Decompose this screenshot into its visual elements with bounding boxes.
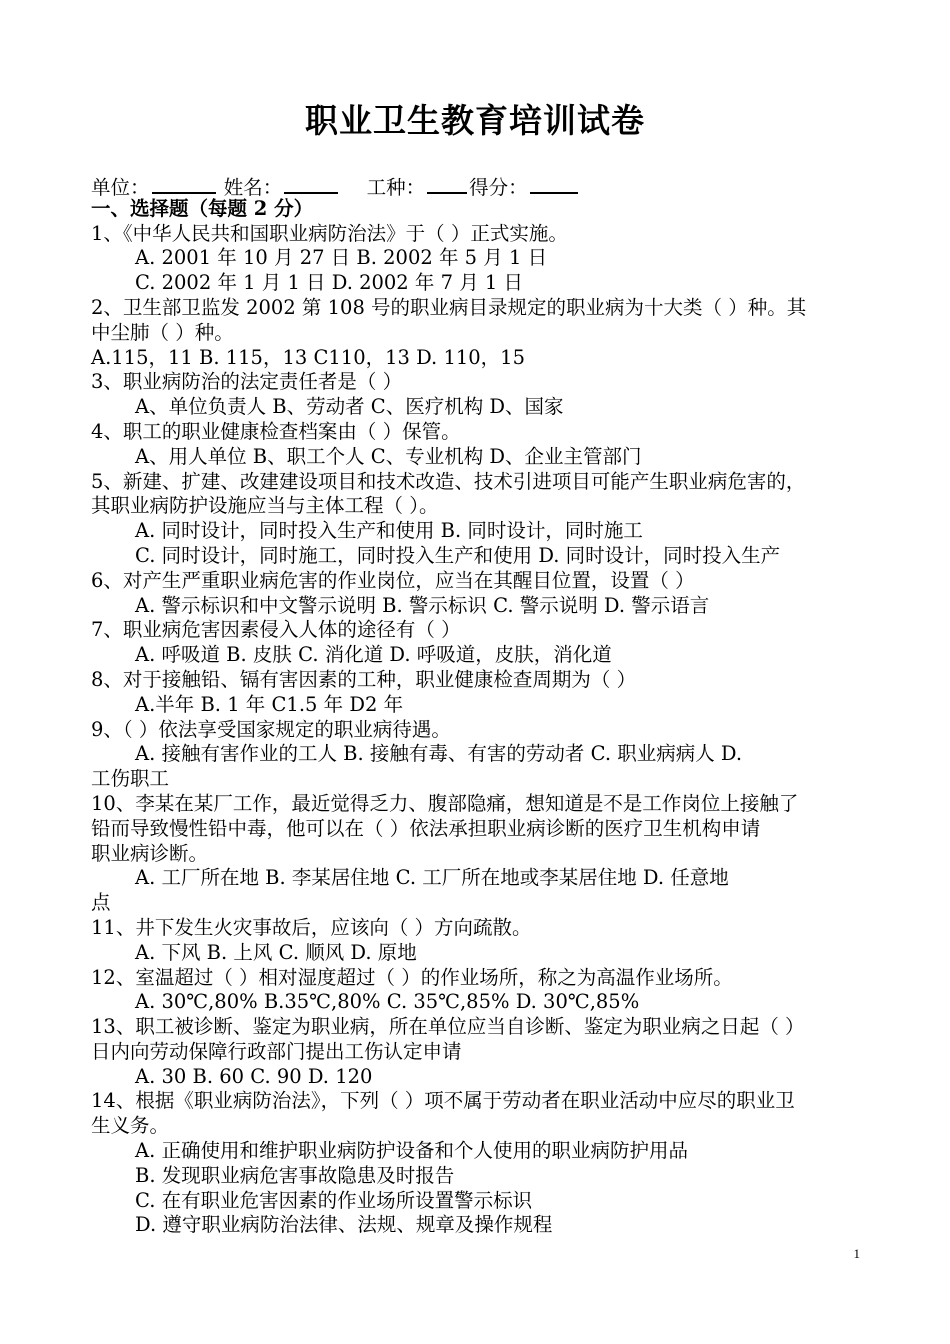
page-title: 职业卫生教育培训试卷 (305, 101, 645, 140)
question-line: 3、职业病防治的法定责任者是（ ） (91, 370, 403, 394)
job-blank[interactable] (427, 172, 467, 194)
answer-option-line: C. 2002 年 1 月 1 日 D. 2002 年 7 月 1 日 (135, 271, 524, 295)
question-line: 7、职业病危害因素侵入人体的途径有（ ） (91, 618, 461, 642)
question-line: 职业病诊断。 (91, 841, 209, 865)
unit-label: 单位： (91, 176, 150, 199)
answer-option-line: A. 下风 B. 上风 C. 顺风 D. 原地 (135, 940, 417, 964)
score-label: 得分： (469, 176, 528, 199)
exam-header-fields (91, 172, 881, 197)
answer-option-line: B. 发现职业病危害事故隐患及时报告 (135, 1163, 455, 1187)
question-line: 14、根据《职业病防治法》，下列（ ）项不属于劳动者在职业活动中应尽的职业卫 (91, 1089, 795, 1113)
question-line: 11、井下发生火灾事故后，应该向（ ）方向疏散。 (91, 915, 532, 939)
name-blank[interactable] (284, 172, 338, 194)
question-line: 4、职工的职业健康检查档案由（ ）保管。 (91, 419, 461, 443)
question-line: 生义务。 (91, 1114, 170, 1138)
score-blank[interactable] (530, 172, 578, 194)
answer-option-line: A、用人单位 B、职工个人 C、专业机构 D、企业主管部门 (135, 444, 642, 468)
answer-option-line: A. 2001 年 10 月 27 日 B. 2002 年 5 月 1 日 (135, 246, 548, 270)
answer-option-line: C. 同时设计，同时施工，同时投入生产和使用 D. 同时设计，同时投入生产 (135, 543, 781, 567)
question-line: 日内向劳动保障行政部门提出工伤认定申请 (91, 1039, 462, 1063)
question-line: 13、职工被诊断、鉴定为职业病，所在单位应当自诊断、鉴定为职业病之日起（ ） (91, 1015, 805, 1039)
question-line: 10、李某在某厂工作，最近觉得乏力、腹部隐痛，想知道是不是工作岗位上接触了 (91, 791, 799, 815)
section-title: 一、选择题（每题 2 分） (91, 196, 314, 220)
question-line: 铅而导致慢性铅中毒，他可以在（ ）依法承担职业病诊断的医疗卫生机构申请 (91, 816, 761, 840)
job-label: 工种： (366, 176, 426, 199)
answer-option-line: A. 工厂所在地 B. 李某居住地 C. 工厂所在地或李某居住地 D. 任意地 (135, 866, 729, 890)
answer-option-line: A. 呼吸道 B. 皮肤 C. 消化道 D. 呼吸道，皮肤，消化道 (135, 643, 612, 667)
question-line: 1、《中华人民共和国职业病防治法》于（ ）正式实施。 (91, 221, 568, 245)
answer-option-line: A. 同时设计，同时投入生产和使用 B. 同时设计，同时施工 (135, 519, 643, 543)
question-line: 工伤职工 (91, 767, 170, 791)
question-line: 8、对于接触铅、镉有害因素的工种，职业健康检查周期为（ ） (91, 667, 637, 691)
question-list (91, 222, 881, 1239)
answer-option-line: A、单位负责人 B、劳动者 C、医疗机构 D、国家 (135, 395, 564, 419)
answer-option-line: A. 接触有害作业的工人 B. 接触有毒、有害的劳动者 C. 职业病病人 D. (135, 742, 743, 766)
answer-option-line: A. 正确使用和维护职业病防护设备和个人使用的职业病防护用品 (135, 1139, 688, 1163)
answer-option-line: A. 30℃,80% B.35℃,80% C. 35℃,85% D. 30℃,85% (135, 990, 640, 1014)
unit-blank[interactable] (152, 172, 216, 194)
page-number: 1 (853, 1246, 860, 1261)
question-line: 5、新建、扩建、改建建设项目和技术改造、技术引进项目可能产生职业病危害的， (91, 469, 806, 493)
answer-option-line: A.半年 B. 1 年 C1.5 年 D2 年 (135, 692, 404, 716)
question-line: A.115，11 B. 115，13 C110，13 D. 110，15 (91, 345, 525, 369)
answer-option-line: A. 警示标识和中文警示说明 B. 警示标识 C. 警示说明 D. 警示语言 (135, 593, 710, 617)
question-line: 12、室温超过（ ）相对湿度超过（ ）的作业场所，称之为高温作业场所。 (91, 965, 733, 989)
question-line: 6、对产生严重职业病危害的作业岗位，应当在其醒目位置，设置（ ） (91, 568, 695, 592)
answer-option-line: C. 在有职业危害因素的作业场所设置警示标识 (135, 1188, 533, 1212)
question-line: 9、（ ）依法享受国家规定的职业病待遇。 (91, 717, 451, 741)
name-label: 姓名： (223, 176, 283, 199)
question-line: 其职业病防护设施应当与主体工程（ ）。 (91, 494, 439, 518)
answer-option-line: A. 30 B. 60 C. 90 D. 120 (135, 1064, 373, 1088)
question-line: 2、卫生部卫监发 2002 第 108 号的职业病目录规定的职业病为十大类（ ）种。其 (91, 295, 807, 319)
question-line: 中尘肺（ ）种。 (91, 320, 234, 344)
question-line: 点 (91, 891, 111, 915)
answer-option-line: D. 遵守职业病防治法律、法规、规章及操作规程 (135, 1213, 553, 1237)
exam-body (91, 172, 881, 1238)
